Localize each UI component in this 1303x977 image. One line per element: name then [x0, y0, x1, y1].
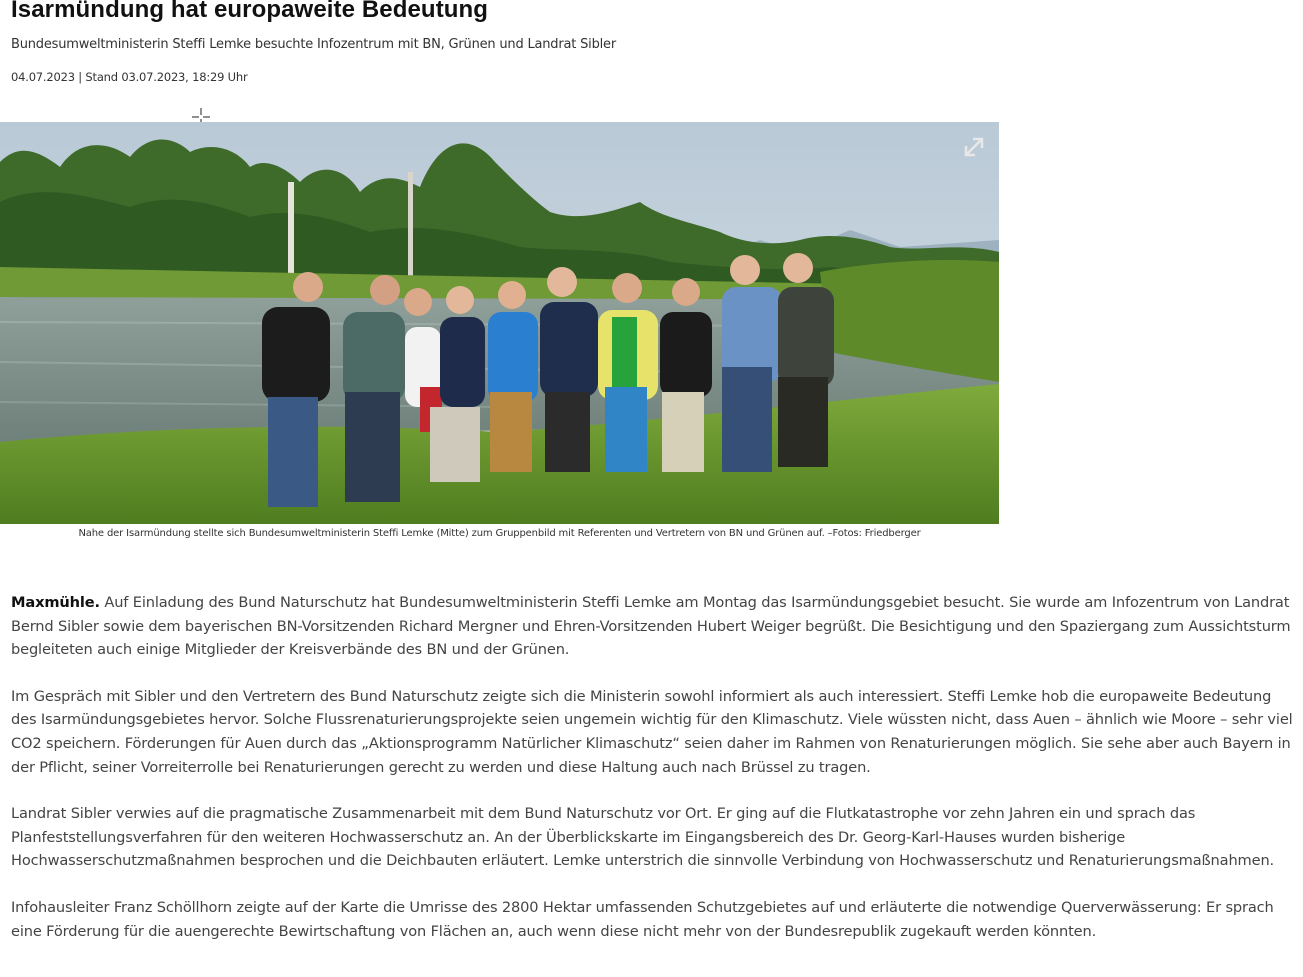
group-photo-illustration [0, 122, 999, 524]
article-date: 04.07.2023 | Stand 03.07.2023, 18:29 Uhr [11, 70, 248, 84]
article-body [11, 591, 1299, 966]
photo-caption: Nahe der Isarmündung stellte sich Bundesumweltministerin Steffi Lemke (Mitte) zum Gruppenbild mit Referenten und Vertretern von BN und Grünen auf. –Fotos: Friedberger [78, 528, 921, 539]
article-paragraph: Im Gespräch mit Sibler und den Vertretern des Bund Naturschutz zeigte sich die Ministerin sowohl informiert als auch interessiert. Steffi Lemke hob die europaweite Bedeutung des Isarmündungsgebietes hervor. Solche Flussrenaturierungsprojekte seien ungemein wichtig für den Klimaschutz. Viele wüssten nicht, dass Auen – ähnlich wie Moore – sehr viel CO2 speichern. Förderungen für Auen durch das „Aktionsprogramm Natürlicher Klimaschutz“ seien daher im Rahmen von Renaturierungen möglich. Sie sehe aber auch Bayern in der Pflicht, seiner Vorreiterrolle bei Renaturierungen gerecht zu werden und diese Haltung auch nach Brüssel zu tragen. [11, 687, 1293, 776]
expand-icon[interactable] [960, 133, 988, 161]
article-paragraph [11, 591, 1299, 662]
paragraph-lead: Maxmühle. [11, 594, 100, 611]
article-paragraph: Landrat Sibler verwies auf die pragmatische Zusammenarbeit mit dem Bund Naturschutz vor Ort. Er ging auf die Flutkatastrophe vor zehn Jahren ein und sprach das Planfeststellungsverfahren für den weiteren Hochwasserschutz an. An der Überblickskarte im Eingangsbereich des Dr. Georg-Karl-Hauses wurden bisherige Hochwasserschutzmaßnahmen besprochen und die Deichbauten erläutert. Lemke unterstrich die sinnvolle Verbindung von Hochwasserschutz und Renaturierungsmaßnahmen. [11, 805, 1275, 870]
article-paragraph: Infohausleiter Franz Schöllhorn zeigte auf der Karte die Umrisse des 2800 Hektar umfassenden Schutzgebietes auf und erläuterte die notwendige Querverwässerung: Er sprach eine Förderung für die auengerechte Bewirtschaftung von Flächen an, auch wenn diese nicht mehr von der Bundesrepublik zugekauft werden könnten. [11, 898, 1274, 940]
paragraph-text: Auf Einladung des Bund Naturschutz hat Bundesumweltministerin Steffi Lemke am Montag das Isarmündungsgebiet besucht. Sie wurde am Infozentrum von Landrat Bernd Sibler sowie dem bayerischen BN-Vorsitzenden Richard Mergner und Ehren-Vorsitzenden Hubert Weiger begrüßt. Die Besichtigung und den Spaziergang zum Aussichtsturm begleiteten auch einige Mitglieder der Kreisverbände des BN und der Grünen. [11, 594, 1291, 659]
article-headline: Isarmündung hat europaweite Bedeutung [11, 0, 489, 23]
article-subline: Bundesumweltministerin Steffi Lemke besuchte Infozentrum mit BN, Grünen und Landrat Sibler [11, 37, 616, 52]
article-photo[interactable] [0, 122, 999, 524]
